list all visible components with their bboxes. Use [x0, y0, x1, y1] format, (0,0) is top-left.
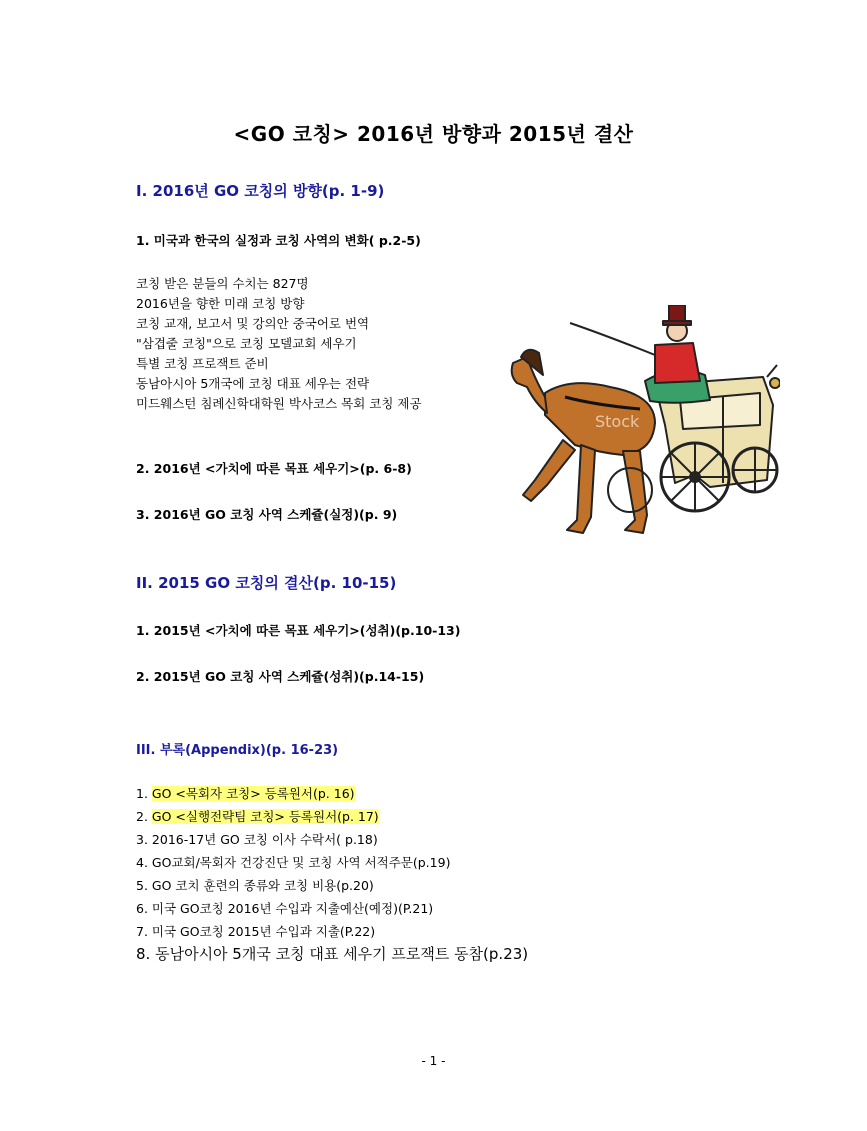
highlighted-text: GO <실행전략팀 코칭> 등록원서(p. 17)	[151, 809, 379, 824]
horse-carriage-illustration	[505, 305, 780, 543]
section-1-subheading-1: 1. 미국과 한국의 실정과 코칭 사역의 변화( p.2-5)	[136, 233, 421, 248]
list-item: 2. GO <실행전략팀 코칭> 등록원서(p. 17)	[136, 809, 379, 824]
section-1-heading: I. 2016년 GO 코칭의 방향(p. 1-9)	[136, 182, 385, 200]
bullet-line: 코칭 받은 분들의 수치는 827명	[136, 276, 309, 291]
section-3-heading: III. 부록(Appendix)(p. 16-23)	[136, 743, 339, 758]
list-item: 1. GO <목회자 코칭> 등록원서(p. 16)	[136, 786, 355, 801]
appendix-list	[136, 782, 528, 966]
section-1-subheading-3: 3. 2016년 GO 코칭 사역 스케쥴(실정)(p. 9)	[136, 507, 398, 522]
section-1-bullets	[136, 274, 422, 414]
bullet-line: 특별 코칭 프로잭트 준비	[136, 356, 269, 371]
watermark-text: Stock	[595, 412, 640, 431]
bullet-line: 동남아시아 5개국에 코칭 대표 세우는 전략	[136, 376, 370, 391]
list-item: 5. GO 코치 훈련의 종류와 코칭 비용(p.20)	[136, 878, 374, 893]
section-1-subheading-2: 2. 2016년 <가치에 따른 목표 세우기>(p. 6-8)	[136, 461, 412, 476]
highlighted-text: GO <목회자 코칭> 등록원서(p. 16)	[151, 786, 355, 801]
bullet-line: "삼겹줄 코칭"으로 코칭 모델교회 세우기	[136, 336, 357, 351]
bullet-line: 코칭 교재, 보고서 및 강의안 중국어로 번역	[136, 316, 370, 331]
list-item: 7. 미국 GO코칭 2015년 수입과 지출(P.22)	[136, 924, 376, 939]
section-2-heading: II. 2015 GO 코칭의 결산(p. 10-15)	[136, 574, 397, 592]
bullet-line: 미드웨스턴 침례신학대학원 박사코스 목회 코칭 제공	[136, 396, 422, 411]
section-2-subheading-2: 2. 2015년 GO 코칭 사역 스케쥴(성취)(p.14-15)	[136, 669, 425, 684]
document-title: <GO 코칭> 2016년 방향과 2015년 결산	[233, 122, 634, 146]
list-item: 4. GO교회/목회자 건강진단 및 코칭 사역 서적주문(p.19)	[136, 855, 451, 870]
list-item: 3. 2016-17년 GO 코칭 이사 수락서( p.18)	[136, 832, 378, 847]
bullet-line: 2016년을 향한 미래 코칭 방향	[136, 296, 305, 311]
list-item: 6. 미국 GO코칭 2016년 수입과 지출예산(예정)(P.21)	[136, 901, 434, 916]
section-2-subheading-1: 1. 2015년 <가치에 따른 목표 세우기>(성취)(p.10-13)	[136, 623, 461, 638]
page-number: - 1 -	[421, 1054, 446, 1068]
list-item: 8. 동남아시아 5개국 코칭 대표 세우기 프로잭트 동참(p.23)	[136, 945, 529, 963]
